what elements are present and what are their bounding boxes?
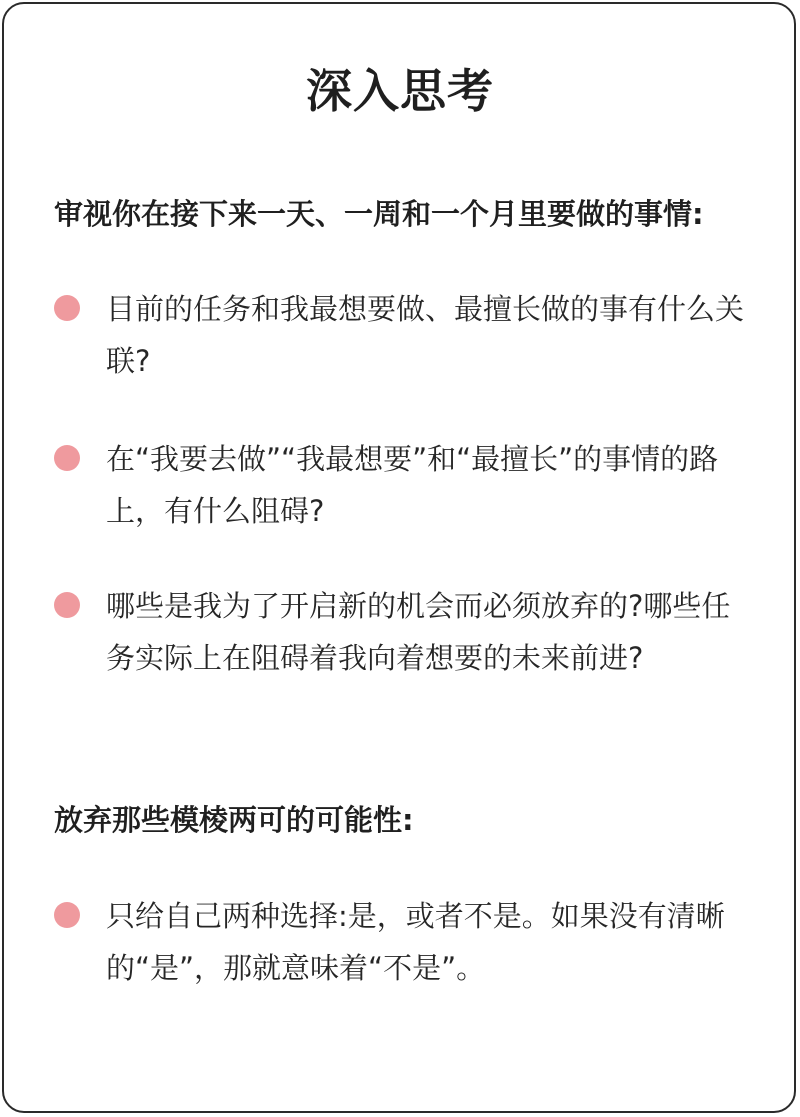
list-item — [54, 890, 744, 994]
list-item — [54, 433, 744, 537]
section-heading-review: 审视你在接下来一天、一周和一个月里要做的事情: — [54, 197, 704, 231]
list-item-text: 只给自己两种选择:是，或者不是。如果没有清晰的“是”，那就意味着“不是”。 — [106, 899, 725, 985]
bullet-dot-icon — [54, 295, 80, 321]
bullet-dot-icon — [54, 592, 80, 618]
list-item-text: 在“我要去做”“我最想要”和“最擅长”的事情的路上，有什么阻碍? — [106, 442, 719, 528]
list-item — [54, 580, 744, 684]
list-item-text: 目前的任务和我最想要做、最擅长做的事有什么关联? — [106, 292, 745, 378]
list-item — [54, 283, 744, 387]
list-item-text: 哪些是我为了开启新的机会而必须放弃的?哪些任务实际上在阻碍着我向着想要的未来前进? — [106, 589, 731, 675]
page-title: 深入思考 — [306, 64, 494, 118]
section-heading-abandon: 放弃那些模棱两可的可能性: — [54, 803, 414, 837]
bullet-dot-icon — [54, 445, 80, 471]
bullet-dot-icon — [54, 902, 80, 928]
